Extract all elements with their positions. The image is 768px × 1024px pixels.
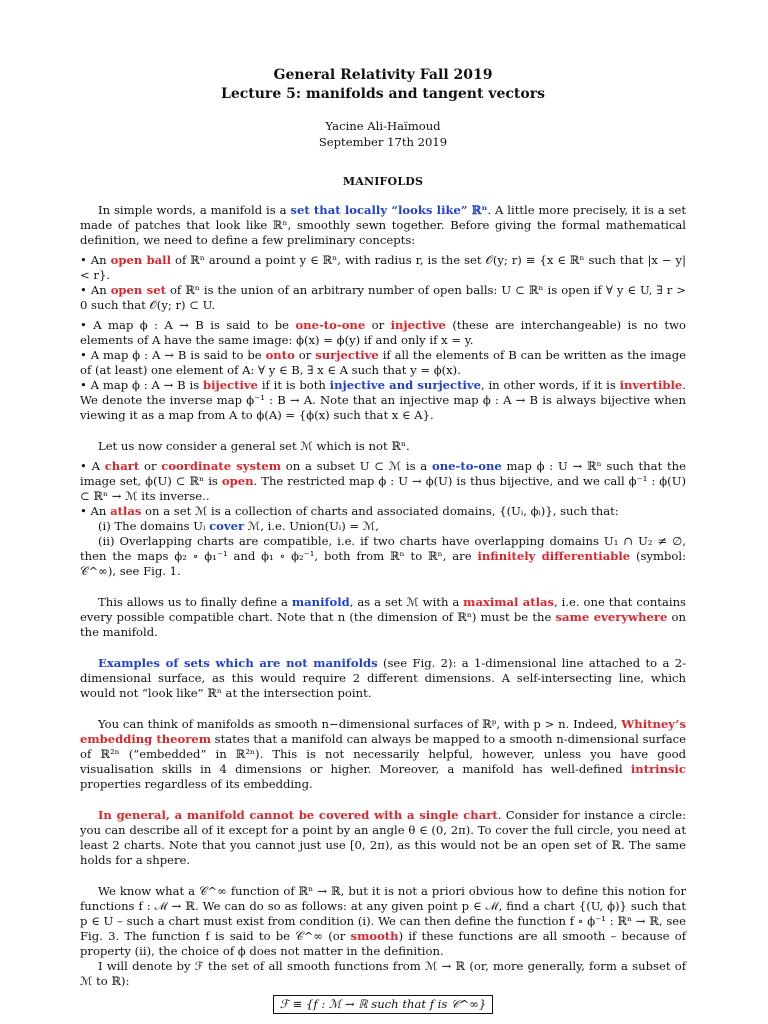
section-heading: MANIFOLDS [342, 175, 424, 188]
term-chart: chart [104, 459, 140, 473]
term-atlas: atlas [110, 504, 142, 518]
def-atlas: • An atlas on a set ℳ is a collection of charts and associated domains, {(Uᵢ, ϕᵢ)}, such that: [80, 504, 619, 518]
term-manifold: manifold [291, 595, 350, 609]
consider-paragraph: Let us now consider a general set ℳ which is not ℝⁿ. [98, 439, 410, 453]
examples-paragraph: Examples of sets which are not manifolds (see Fig. 2): a 1-dimensional line attached to a 2-dimensional surface, as this would require 2 different dimensions. A self-intersecting line, which would not “look like” ℝⁿ at the intersection point. [80, 656, 686, 700]
term-infinitely-differentiable: infinitely differentiable [477, 549, 631, 563]
term-one-to-one-map: one-to-one [431, 459, 502, 473]
term-bijective: bijective [203, 378, 259, 392]
term-same-everywhere: same everywhere [555, 610, 668, 624]
whitney-paragraph: You can think of manifolds as smooth n−dimensional surfaces of ℝᵖ, with p > n. Indeed, Whitney’s embedding theorem states that a manifold can always be mapped to a smooth n-dimensional surface of ℝ²ⁿ (“embedded” in ℝ²ⁿ). This is not necessarily helpful, however, unless you have good visualisation skills in 4 dimensions or higher. Moreover, a manifold has well-defined intrinsic properties regardless of its embedding. [80, 717, 686, 791]
term-smooth: smooth [350, 929, 399, 943]
def-open-ball: • An open ball of ℝⁿ around a point y ∈ ℝⁿ, with radius r, is the set 𝒪(y; r) ≡ {x ∈ ℝⁿ such that |x − y| < r}. [80, 253, 687, 282]
term-injective: injective [390, 318, 446, 332]
atlas-condition-2: (ii) Overlapping charts are compatible, i.e. if two charts have overlapping domains U₁ ∩ U₂ ≠ ∅, then the maps ϕ₂ ∘ ϕ₁⁻¹ and ϕ₁ ∘ ϕ₂⁻¹, both from ℝⁿ to ℝⁿ, are infinitely differentiable (symbol: 𝒞^∞), see Fig. 1. [80, 534, 687, 578]
smooth-function-paragraph: We know what a 𝒞^∞ function of ℝⁿ → ℝ, but it is not a priori obvious how to define this notion for functions f : ℳ → ℝ. We can do so as follows: at any given point p ∈ ℳ, find a chart {(U, ϕ)} such that p ∈ U – such a chart must exist from condition (i). We can then define the function f ∘ ϕ⁻¹ : ℝⁿ → ℝ, see Fig. 3. The function f is said to be 𝒞^∞ (or smooth) if these functions are all smooth – because of property (ii), the choice of ϕ does not matter in the definition. [80, 884, 686, 958]
term-intrinsic: intrinsic [630, 762, 686, 776]
term-open: open [221, 474, 254, 488]
manifold-definition: This allows us to finally define a manifold, as a set ℳ with a maximal atlas, i.e. one that contains every possible compatible chart. Note that n (the dimension of ℝⁿ) must be the same everywhere on the manifold. [80, 595, 686, 639]
term-onto: onto [265, 348, 295, 362]
intro-paragraph: In simple words, a manifold is a set that locally “looks like” ℝⁿ. A little more precisely, it is a set made of patches that look like ℝⁿ, smoothly sewn together. Before giving the formal mathematical definition, we need to define a few preliminary concepts: [80, 203, 686, 247]
term-whitney-theorem: Whitney’s embedding theorem [80, 717, 686, 746]
lecture-title [80, 66, 686, 104]
term-maximal-atlas: maximal atlas [463, 595, 555, 609]
def-chart: • A chart or coordinate system on a subset U ⊂ ℳ is a one-to-one map ϕ : U → ℝⁿ such that the image set, ϕ(U) ⊂ ℝⁿ is open. The restricted map ϕ : U → ϕ(U) is thus bijective, and we call ϕ⁻¹ : ϕ(U) ⊂ ℝⁿ → ℳ its inverse.. [80, 459, 686, 503]
term-examples-not-manifolds: Examples of sets which are not manifolds [98, 656, 378, 670]
term-coordinate-system: coordinate system [161, 459, 281, 473]
term-injective-and-surjective: injective and surjective [329, 378, 481, 392]
highlight-locally-looks-like: set that locally “looks like” ℝⁿ [290, 203, 488, 217]
term-cover: cover [209, 519, 245, 533]
lecture-date: September 17th 2019 [318, 135, 448, 149]
term-open-ball: open ball [110, 253, 171, 267]
term-surjective: surjective [315, 348, 379, 362]
single-chart-paragraph: In general, a manifold cannot be covered with a single chart. Consider for instance a circle: you can describe all of it except for a point by an angle θ ∈ (0, 2π). To cover the full circle, you need at least 2 charts. Note that you cannot just use [0, 2π), as this would not be an open set of ℝ. The same holds for a shpere. [80, 808, 686, 867]
atlas-condition-1: (i) The domains Uᵢ cover ℳ, i.e. Union(Uᵢ) = ℳ, [98, 519, 379, 533]
title-line-2: Lecture 5: manifolds and tangent vectors [221, 86, 545, 102]
def-one-to-one: • A map ϕ : A → B is said to be one-to-one or injective (these are interchangeable) is no two elements of A have the same image: ϕ(x) = ϕ(y) if and only if x = y. [80, 318, 686, 347]
term-one-to-one: one-to-one [295, 318, 366, 332]
def-bijective: • A map ϕ : A → B is bijective if it is both injective and surjective, in other words, if it is invertible. We denote the inverse map ϕ⁻¹ : B → A. Note that an injective map ϕ : A → B is always bijective when viewing it as a map from A to ϕ(A) = {ϕ(x) such that x ∈ A}. [80, 378, 686, 422]
term-single-chart: In general, a manifold cannot be covered with a single chart [98, 808, 498, 822]
term-invertible: invertible [619, 378, 683, 392]
def-onto: • A map ϕ : A → B is said to be onto or surjective if all the elements of B can be written as the image of (at least) one element of A: ∀ y ∈ B, ∃ x ∈ A such that y = ϕ(x). [80, 348, 686, 377]
boxed-formula-wrap [80, 995, 686, 1014]
def-open-set: • An open set of ℝⁿ is the union of an arbitrary number of open balls: U ⊂ ℝⁿ is open if ∀ y ∈ U, ∃ r > 0 such that 𝒪(y; r) ⊂ U. [80, 283, 686, 312]
byline [80, 118, 686, 150]
boxed-formula: ℱ ≡ {f : ℳ → ℝ such that f is 𝒞^∞} [273, 995, 493, 1014]
denote-paragraph: I will denote by ℱ the set of all smooth functions from ℳ → ℝ (or, more generally, form a subset of ℳ to ℝ): [80, 959, 686, 988]
title-line-1: General Relativity Fall 2019 [273, 67, 493, 83]
term-open-set: open set [110, 283, 166, 297]
author-name: Yacine Ali-Haïmoud [325, 119, 441, 133]
